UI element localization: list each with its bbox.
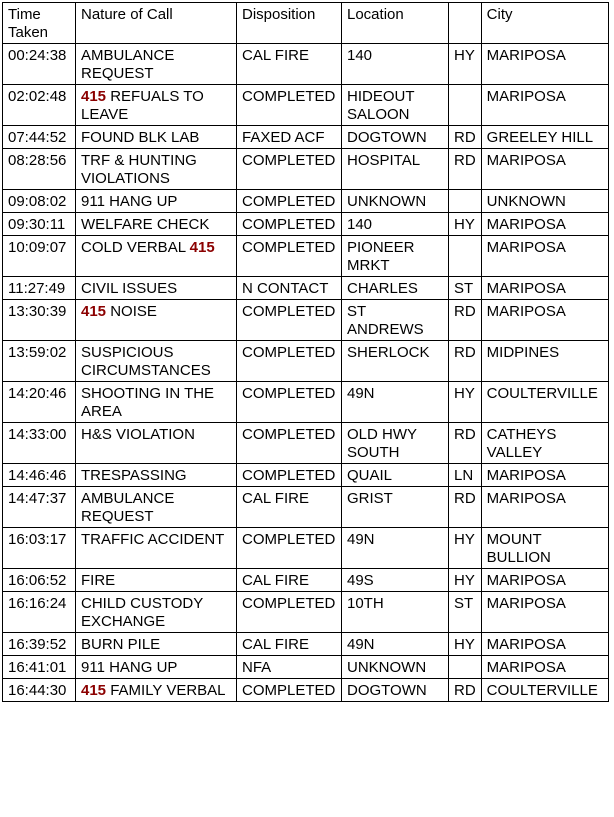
location-cell: 49N <box>342 633 449 656</box>
location-cell: HIDEOUT SALOON <box>342 85 449 126</box>
disposition-cell: COMPLETED <box>237 341 342 382</box>
call-code: 415 <box>81 682 107 699</box>
nature-text: REFUALS TO LEAVE <box>81 88 204 123</box>
road-type-cell: RD <box>449 341 482 382</box>
city-cell: MARIPOSA <box>481 236 608 277</box>
table-row <box>3 300 609 341</box>
nature-text: 911 HANG UP <box>81 659 178 676</box>
road-type-cell: HY <box>449 569 482 592</box>
nature-cell <box>76 592 237 633</box>
header-time: Time Taken <box>3 3 76 44</box>
time-cell: 16:16:24 <box>3 592 76 633</box>
disposition-cell: COMPLETED <box>237 149 342 190</box>
road-type-cell: HY <box>449 633 482 656</box>
call-log-table <box>2 2 609 702</box>
nature-cell <box>76 382 237 423</box>
nature-cell <box>76 85 237 126</box>
table-row <box>3 569 609 592</box>
nature-text: TRAFFIC ACCIDENT <box>81 531 225 548</box>
call-code: 415 <box>189 239 215 256</box>
nature-text: SUSPICIOUS CIRCUMSTANCES <box>81 344 211 379</box>
city-cell: MARIPOSA <box>481 592 608 633</box>
road-type-cell: HY <box>449 382 482 423</box>
nature-text: 911 HANG UP <box>81 193 178 210</box>
time-cell: 13:59:02 <box>3 341 76 382</box>
road-type-cell: RD <box>449 126 482 149</box>
disposition-cell: COMPLETED <box>237 464 342 487</box>
disposition-cell: CAL FIRE <box>237 633 342 656</box>
nature-text: TRF & HUNTING VIOLATIONS <box>81 152 197 187</box>
table-row <box>3 277 609 300</box>
city-cell: MARIPOSA <box>481 85 608 126</box>
city-cell: MARIPOSA <box>481 633 608 656</box>
city-cell: CATHEYS VALLEY <box>481 423 608 464</box>
road-type-cell: LN <box>449 464 482 487</box>
time-cell: 14:33:00 <box>3 423 76 464</box>
nature-text: FOUND BLK LAB <box>81 129 200 146</box>
road-type-cell: HY <box>449 528 482 569</box>
location-cell: UNKNOWN <box>342 190 449 213</box>
nature-cell <box>76 236 237 277</box>
road-type-cell <box>449 85 482 126</box>
nature-cell <box>76 528 237 569</box>
disposition-cell: N CONTACT <box>237 277 342 300</box>
nature-cell <box>76 277 237 300</box>
time-cell: 16:39:52 <box>3 633 76 656</box>
table-row <box>3 423 609 464</box>
time-cell: 14:20:46 <box>3 382 76 423</box>
nature-cell <box>76 126 237 149</box>
table-row <box>3 633 609 656</box>
table-row <box>3 149 609 190</box>
table-row <box>3 592 609 633</box>
time-cell: 16:06:52 <box>3 569 76 592</box>
road-type-cell <box>449 656 482 679</box>
road-type-cell: HY <box>449 213 482 236</box>
location-cell: OLD HWY SOUTH <box>342 423 449 464</box>
table-row <box>3 656 609 679</box>
nature-text: WELFARE CHECK <box>81 216 210 233</box>
nature-cell <box>76 149 237 190</box>
city-cell: MARIPOSA <box>481 213 608 236</box>
call-code: 415 <box>81 88 107 105</box>
nature-cell <box>76 190 237 213</box>
nature-text: AMBULANCE REQUEST <box>81 47 175 82</box>
disposition-cell: CAL FIRE <box>237 487 342 528</box>
time-cell: 02:02:48 <box>3 85 76 126</box>
disposition-cell: COMPLETED <box>237 190 342 213</box>
nature-text: AMBULANCE REQUEST <box>81 490 175 525</box>
city-cell: COULTERVILLE <box>481 679 608 702</box>
header-disposition: Disposition <box>237 3 342 44</box>
table-row <box>3 44 609 85</box>
time-cell: 09:08:02 <box>3 190 76 213</box>
header-city: City <box>481 3 608 44</box>
nature-text: FAMILY VERBAL <box>106 682 226 699</box>
nature-cell <box>76 487 237 528</box>
location-cell: 49S <box>342 569 449 592</box>
nature-text: H&S VIOLATION <box>81 426 195 443</box>
table-row <box>3 236 609 277</box>
location-cell: HOSPITAL <box>342 149 449 190</box>
road-type-cell: ST <box>449 277 482 300</box>
city-cell: MARIPOSA <box>481 656 608 679</box>
location-cell: PIONEER MRKT <box>342 236 449 277</box>
nature-cell <box>76 213 237 236</box>
time-cell: 08:28:56 <box>3 149 76 190</box>
disposition-cell: FAXED ACF <box>237 126 342 149</box>
table-row <box>3 382 609 423</box>
city-cell: UNKNOWN <box>481 190 608 213</box>
location-cell: SHERLOCK <box>342 341 449 382</box>
header-row <box>3 3 609 44</box>
road-type-cell: RD <box>449 487 482 528</box>
disposition-cell: COMPLETED <box>237 85 342 126</box>
time-cell: 09:30:11 <box>3 213 76 236</box>
time-cell: 14:46:46 <box>3 464 76 487</box>
nature-cell <box>76 341 237 382</box>
nature-text: TRESPASSING <box>81 467 187 484</box>
location-cell: CHARLES <box>342 277 449 300</box>
road-type-cell: RD <box>449 149 482 190</box>
city-cell: MARIPOSA <box>481 487 608 528</box>
disposition-cell: CAL FIRE <box>237 44 342 85</box>
time-cell: 16:03:17 <box>3 528 76 569</box>
nature-cell <box>76 679 237 702</box>
road-type-cell: RD <box>449 300 482 341</box>
disposition-cell: COMPLETED <box>237 300 342 341</box>
disposition-cell: NFA <box>237 656 342 679</box>
city-cell: MARIPOSA <box>481 464 608 487</box>
location-cell: UNKNOWN <box>342 656 449 679</box>
time-cell: 11:27:49 <box>3 277 76 300</box>
disposition-cell: CAL FIRE <box>237 569 342 592</box>
time-cell: 00:24:38 <box>3 44 76 85</box>
disposition-cell: COMPLETED <box>237 679 342 702</box>
city-cell: MARIPOSA <box>481 300 608 341</box>
time-cell: 14:47:37 <box>3 487 76 528</box>
time-cell: 07:44:52 <box>3 126 76 149</box>
time-cell: 13:30:39 <box>3 300 76 341</box>
nature-cell <box>76 464 237 487</box>
road-type-cell: RD <box>449 423 482 464</box>
table-row <box>3 487 609 528</box>
table-row <box>3 213 609 236</box>
nature-text: CIVIL ISSUES <box>81 280 178 297</box>
location-cell: DOGTOWN <box>342 679 449 702</box>
disposition-cell: COMPLETED <box>237 213 342 236</box>
location-cell: DOGTOWN <box>342 126 449 149</box>
location-cell: 140 <box>342 44 449 85</box>
city-cell: MIDPINES <box>481 341 608 382</box>
nature-cell <box>76 569 237 592</box>
table-row <box>3 341 609 382</box>
nature-text: BURN PILE <box>81 636 161 653</box>
table-row <box>3 190 609 213</box>
nature-text: CHILD CUSTODY EXCHANGE <box>81 595 203 630</box>
road-type-cell: HY <box>449 44 482 85</box>
nature-text-pre: COLD VERBAL <box>81 239 190 256</box>
city-cell: MARIPOSA <box>481 569 608 592</box>
disposition-cell: COMPLETED <box>237 528 342 569</box>
road-type-cell: ST <box>449 592 482 633</box>
nature-cell <box>76 633 237 656</box>
table-row <box>3 85 609 126</box>
disposition-cell: COMPLETED <box>237 592 342 633</box>
location-cell: QUAIL <box>342 464 449 487</box>
disposition-cell: COMPLETED <box>237 236 342 277</box>
table-row <box>3 464 609 487</box>
nature-text: FIRE <box>81 572 116 589</box>
location-cell: 10TH <box>342 592 449 633</box>
disposition-cell: COMPLETED <box>237 423 342 464</box>
city-cell: MOUNT BULLION <box>481 528 608 569</box>
header-nature: Nature of Call <box>76 3 237 44</box>
city-cell: GREELEY HILL <box>481 126 608 149</box>
location-cell: 49N <box>342 382 449 423</box>
table-row <box>3 679 609 702</box>
city-cell: MARIPOSA <box>481 44 608 85</box>
time-cell: 16:44:30 <box>3 679 76 702</box>
location-cell: GRIST <box>342 487 449 528</box>
road-type-cell: RD <box>449 679 482 702</box>
nature-text: SHOOTING IN THE AREA <box>81 385 215 420</box>
time-cell: 10:09:07 <box>3 236 76 277</box>
header-location: Location <box>342 3 449 44</box>
header-type <box>449 3 482 44</box>
city-cell: MARIPOSA <box>481 277 608 300</box>
location-cell: ST ANDREWS <box>342 300 449 341</box>
call-code: 415 <box>81 303 107 320</box>
road-type-cell <box>449 190 482 213</box>
table-row <box>3 126 609 149</box>
location-cell: 49N <box>342 528 449 569</box>
nature-cell <box>76 44 237 85</box>
table-row <box>3 528 609 569</box>
nature-cell <box>76 423 237 464</box>
city-cell: COULTERVILLE <box>481 382 608 423</box>
nature-text: NOISE <box>106 303 157 320</box>
table-body <box>3 44 609 702</box>
time-cell: 16:41:01 <box>3 656 76 679</box>
location-cell: 140 <box>342 213 449 236</box>
city-cell: MARIPOSA <box>481 149 608 190</box>
nature-cell <box>76 656 237 679</box>
road-type-cell <box>449 236 482 277</box>
nature-cell <box>76 300 237 341</box>
disposition-cell: COMPLETED <box>237 382 342 423</box>
